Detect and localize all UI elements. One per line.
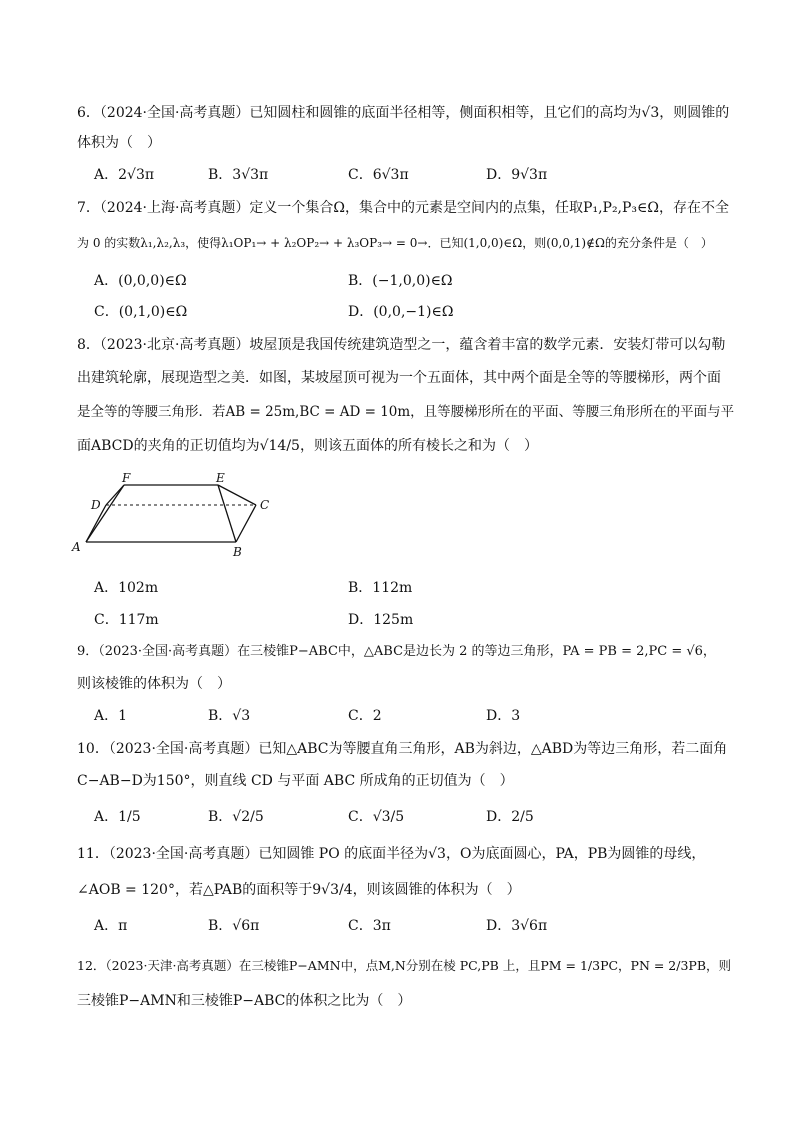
label-A: A [72, 540, 81, 554]
question-12-stem-line-2: 三棱锥P−AMN和三棱锥P−ABC的体积之比为（ ） [77, 993, 412, 1009]
question-6-option-d[interactable]: D．9√3π [486, 167, 548, 183]
question-7-stem-line-2: 为 0 的实数λ₁,λ₂,λ₃，使得λ₁OP₁→ + λ₂OP₂→ + λ₃OP₃→ = 0→．已知(1,0,0)∈Ω，则(0,0,1)∉Ω的充分条件是（ ） [77, 236, 713, 250]
label-E: E [216, 471, 225, 485]
question-8-stem-line-3: 是全等的等腰三角形．若AB = 25m,BC = AD = 10m，且等腰梯形所在的平面、等腰三角形所在的平面与平 [77, 404, 735, 420]
label-C: C [260, 498, 270, 512]
question-8-stem-line-2: 出建筑轮廓，展现造型之美．如图，某坡屋顶可视为一个五面体，其中两个面是全等的等腰梯形，两个面 [77, 370, 721, 386]
edge-BC [236, 505, 256, 542]
question-7-option-a[interactable]: A．(0,0,0)∈Ω [94, 273, 187, 289]
question-9-option-b[interactable]: B．√3 [208, 708, 251, 724]
question-11-option-c[interactable]: C．3π [348, 918, 391, 934]
question-9-option-d[interactable]: D．3 [486, 708, 521, 724]
question-11-stem-line-1: 11．（2023·全国·高考真题）已知圆锥 PO 的底面半径为√3，O为底面圆心，PA，PB为圆锥的母线， [77, 846, 706, 862]
question-6-option-b[interactable]: B．3√3π [208, 167, 269, 183]
question-9-stem-line-2: 则该棱锥的体积为（ ） [77, 676, 231, 692]
pentahedron-figure [68, 470, 288, 565]
question-9-option-c[interactable]: C．2 [348, 708, 382, 724]
question-8-option-c[interactable]: C．117m [94, 612, 159, 628]
question-8-stem-line-1: 8．（2023·北京·高考真题）坡屋顶是我国传统建筑造型之一，蕴含着丰富的数学元素．安装灯带可以勾勒 [77, 337, 726, 353]
label-F: F [122, 471, 131, 485]
question-6-option-c[interactable]: C．6√3π [348, 167, 409, 183]
question-8-option-a[interactable]: A．102m [94, 580, 159, 596]
question-7-option-b[interactable]: B．(−1,0,0)∈Ω [348, 273, 453, 289]
question-11-option-d[interactable]: D．3√6π [486, 918, 548, 934]
question-12-stem-line-1: 12．（2023·天津·高考真题）在三棱锥P−AMN中，点M,N分别在棱 PC,PB 上，且PM = 1/3PC，PN = 2/3PB，则 [77, 958, 732, 973]
question-11-stem-line-2: ∠AOB = 120°，若△PAB的面积等于9√3/4，则该圆锥的体积为（ ） [77, 882, 521, 898]
label-D: D [91, 498, 101, 512]
question-9-option-a[interactable]: A．1 [94, 708, 128, 724]
question-7-option-c[interactable]: C．(0,1,0)∈Ω [94, 304, 188, 320]
question-10-option-b[interactable]: B．√2/5 [208, 809, 264, 825]
question-8-option-d[interactable]: D．125m [348, 612, 414, 628]
question-9-stem-line-1: 9．（2023·全国·高考真题）在三棱锥P−ABC中，△ABC是边长为 2 的等边三角形，PA = PB = 2,PC = √6， [77, 644, 716, 659]
label-B: B [233, 545, 242, 559]
question-8-option-b[interactable]: B．112m [348, 580, 413, 596]
question-10-option-c[interactable]: C．√3/5 [348, 809, 405, 825]
question-6-stem-line-1: 6．（2024·全国·高考真题）已知圆柱和圆锥的底面半径相等，侧面积相等，且它们的高均为√3，则圆锥的 [77, 105, 730, 121]
question-8-stem-line-4: 面ABCD的夹角的正切值均为√14/5，则该五面体的所有棱长之和为（ ） [77, 438, 538, 454]
question-10-stem-line-1: 10．（2023·全国·高考真题）已知△ABC为等腰直角三角形，AB为斜边，△ABD为等边三角形，若二面角 [77, 741, 728, 757]
edge-AF [86, 485, 124, 542]
question-7-option-d[interactable]: D．(0,0,−1)∈Ω [348, 304, 454, 320]
question-7-stem-line-1: 7．（2024·上海·高考真题）定义一个集合Ω，集合中的元素是空间内的点集，任取P₁,P₂,P₃∈Ω，存在不全 [77, 200, 730, 216]
question-6-stem-line-2: 体积为（ ） [77, 135, 161, 151]
question-6-option-a[interactable]: A．2√3π [94, 167, 155, 183]
question-10-option-a[interactable]: A．1/5 [94, 809, 141, 825]
question-11-option-b[interactable]: B．√6π [208, 918, 260, 934]
question-10-option-d[interactable]: D．2/5 [486, 809, 534, 825]
question-10-stem-line-2: C−AB−D为150°，则直线 CD 与平面 ABC 所成角的正切值为（ ） [77, 773, 514, 789]
question-11-option-a[interactable]: A．π [94, 918, 128, 934]
